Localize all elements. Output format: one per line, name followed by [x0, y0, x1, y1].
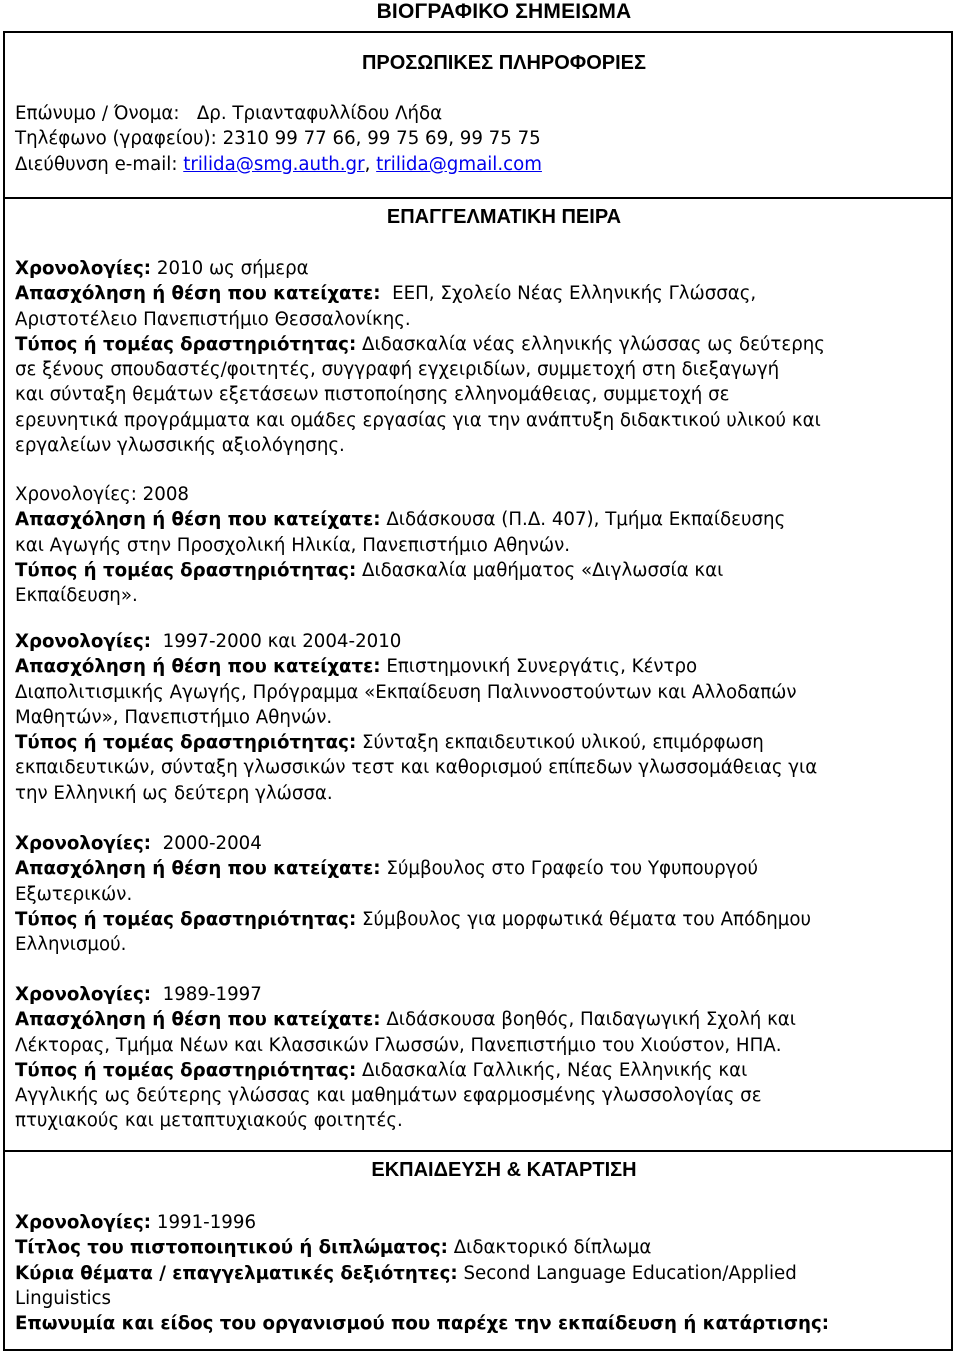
type-text: εκπαιδευτικών, σύνταξη γλωσσικών τεστ και καθορισμού επίπεδων γλωσσομάθειας για — [15, 757, 818, 779]
type-text: πτυχιακούς και μεταπτυχιακούς φοιτητές. — [15, 1110, 403, 1132]
type-row — [15, 907, 945, 932]
position-row — [15, 856, 945, 881]
dates-label: Χρονολογίες: — [15, 631, 152, 652]
type-text: και σύνταξη θεμάτων εξετάσεων πιστοποίησης ελληνομάθειας, συμμετοχή σε — [15, 384, 730, 406]
position-row — [15, 507, 945, 532]
type-label: Τύπος ή τομέας δραστηριότητας: — [15, 1059, 357, 1081]
type-label: Τύπος ή τομέας δραστηριότητας: — [15, 333, 357, 355]
name-value: Δρ. Τριανταφυλλίδου Λήδα — [196, 103, 443, 124]
dates-value: 2000-2004 — [162, 833, 262, 854]
phone-row — [15, 126, 945, 151]
dates-value: 2008 — [142, 484, 189, 505]
edu-subjects-label: Κύρια θέματα / επαγγελματικές δεξιότητες: — [15, 1262, 458, 1284]
experience-entry — [15, 629, 945, 806]
position-text: Αριστοτέλειο Πανεπιστήμιο Θεσσαλονίκης. — [15, 308, 411, 330]
type-text: Διδασκαλία Γαλλικής, Νέας Ελληνικής και — [362, 1059, 748, 1081]
edu-title-row — [15, 1235, 945, 1260]
type-text: εργαλείων γλωσσικής αξιολόγησης. — [15, 435, 345, 457]
dates-row — [15, 256, 945, 281]
position-label: Απασχόληση ή θέση που κατείχατε: — [15, 1009, 381, 1031]
dates-value: 1989-1997 — [162, 984, 262, 1005]
edu-subjects-value: Second Language Education/Applied — [463, 1262, 797, 1284]
position-label: Απασχόληση ή θέση που κατείχατε: — [15, 656, 381, 678]
divider-experience — [3, 197, 953, 199]
experience-block — [15, 982, 945, 1134]
type-text: Διδασκαλία μαθήματος «Διγλωσσία και — [362, 559, 724, 581]
type-text: Σύνταξη εκπαιδευτικού υλικού, επιμόρφωση — [362, 732, 764, 754]
email-link-2[interactable]: trilida@gmail.com — [376, 153, 542, 175]
dates-label: Χρονολογίες: — [15, 258, 152, 279]
type-label: Τύπος ή τομέας δραστηριότητας: — [15, 559, 357, 581]
position-text: Σύμβουλος στο Γραφείο του Υφυπουργού — [386, 858, 759, 880]
experience-block — [15, 256, 945, 458]
type-text: Σύμβουλος για μορφωτικά θέματα του Απόδημου — [362, 908, 811, 930]
edu-dates-row — [15, 1210, 945, 1235]
personal-block — [15, 101, 945, 177]
dates-label: Χρονολογίες: — [15, 484, 137, 505]
name-label: Επώνυμο / Όνομα: — [15, 103, 180, 124]
edu-subjects-row — [15, 1261, 945, 1286]
edu-subjects-value: Linguistics — [15, 1287, 111, 1309]
type-text: ερευνητικά προγράμματα και ομάδες εργασίας για την ανάπτυξη διδακτικού υλικού και — [15, 409, 821, 431]
name-row — [15, 101, 945, 126]
dates-label: Χρονολογίες: — [15, 984, 152, 1005]
position-label: Απασχόληση ή θέση που κατείχατε: — [15, 283, 381, 305]
edu-dates-value: 1991-1996 — [156, 1212, 257, 1233]
type-row — [15, 332, 945, 357]
position-row — [15, 281, 945, 306]
dates-label: Χρονολογίες: — [15, 833, 152, 854]
phone-label: Τηλέφωνο (γραφείου): — [15, 128, 217, 150]
dates-value: 1997-2000 και 2004-2010 — [162, 631, 402, 652]
experience-entry — [15, 256, 945, 458]
experience-block — [15, 629, 945, 806]
phone-value: 2310 99 77 66, 99 75 69, 99 75 75 — [222, 128, 541, 150]
dates-row — [15, 831, 945, 856]
edu-org-label: Επωνυμία και είδος του οργανισμού που παρέχε την εκπαίδευση ή κατάρτισης: — [15, 1313, 829, 1335]
email-row — [15, 152, 945, 177]
edu-org-row — [15, 1311, 945, 1336]
education-block — [15, 1210, 945, 1336]
position-text: Επιστημονική Συνεργάτις, Κέντρο — [386, 656, 698, 678]
position-text: Μαθητών», Πανεπιστήμιο Αθηνών. — [15, 706, 333, 728]
position-text: Διαπολιτισμικής Αγωγής, Πρόγραμμα «Εκπαίδευση Παλιννοστούντων και Αλλοδαπών — [15, 681, 797, 703]
type-text: σε ξένους σπουδαστές/φοιτητές, συγγραφή εγχειριδίων, συμμετοχή στη διεξαγωγή — [15, 359, 780, 381]
type-label: Τύπος ή τομέας δραστηριότητας: — [15, 732, 357, 754]
experience-entry — [15, 831, 945, 957]
position-label: Απασχόληση ή θέση που κατείχατε: — [15, 858, 381, 880]
dates-value: 2010 ως σήμερα — [156, 258, 309, 279]
type-text: Διδασκαλία νέας ελληνικής γλώσσας ως δεύτερης — [362, 333, 825, 355]
type-text: Αγγλικής ως δεύτερης γλώσσας και μαθημάτων εφαρμοσμένης γλωσσολογίας σε — [15, 1085, 762, 1107]
experience-entry — [15, 482, 945, 608]
position-text: Λέκτορας, Τμήμα Νέων και Κλασσικών Γλωσσών, Πανεπιστήμιο του Χιούστον, ΗΠΑ. — [15, 1034, 782, 1056]
position-text: Διδάσκουσα (Π.Δ. 407), Τμήμα Εκπαίδευσης — [386, 509, 786, 531]
experience-block — [15, 831, 945, 957]
experience-block — [15, 482, 945, 608]
type-row — [15, 730, 945, 755]
experience-entry — [15, 982, 945, 1134]
dates-row — [15, 482, 945, 507]
dates-row — [15, 629, 945, 654]
position-row — [15, 654, 945, 679]
document-title: ΒΙΟΓΡΑΦΙΚΟ ΣΗΜΕΙΩΜΑ — [376, 0, 632, 23]
email-label: Διεύθυνση e-mail: — [15, 153, 178, 175]
type-row — [15, 558, 945, 583]
dates-row — [15, 982, 945, 1007]
personal-heading: ΠΡΟΣΩΠΙΚΕΣ ΠΛΗΡΟΦΟΡΙΕΣ — [361, 52, 647, 74]
edu-title-value: Διδακτορικό δίπλωμα — [453, 1237, 652, 1259]
education-heading: ΕΚΠΑΙΔΕΥΣΗ & ΚΑΤΑΡΤΙΣΗ — [371, 1159, 637, 1181]
position-text: Εξωτερικών. — [15, 883, 133, 905]
position-row — [15, 1007, 945, 1032]
type-label: Τύπος ή τομέας δραστηριότητας: — [15, 908, 357, 930]
edu-dates-label: Χρονολογίες: — [15, 1212, 152, 1233]
type-text: την Ελληνική ως δεύτερη γλώσσα. — [15, 782, 333, 804]
type-row — [15, 1058, 945, 1083]
position-text: Διδάσκουσα βοηθός, Παιδαγωγική Σχολή και — [386, 1009, 796, 1031]
position-text: και Αγωγής στην Προσχολική Ηλικία, Πανεπιστήμιο Αθηνών. — [15, 534, 571, 556]
position-label: Απασχόληση ή θέση που κατείχατε: — [15, 509, 381, 531]
email-separator: , — [364, 153, 371, 175]
email-link-1[interactable]: trilida@smg.auth.gr — [183, 153, 365, 175]
edu-title-label: Τίτλος του πιστοποιητικού ή διπλώματος: — [15, 1237, 448, 1259]
divider-education — [3, 1150, 953, 1152]
type-text: Ελληνισμού. — [15, 934, 127, 956]
experience-heading: ΕΠΑΓΓΕΛΜΑΤΙΚΗ ΠΕΙΡΑ — [386, 206, 622, 228]
type-text: Εκπαίδευση». — [15, 585, 138, 607]
position-text: ΕΕΠ, Σχολείο Νέας Ελληνικής Γλώσσας, — [392, 283, 757, 305]
